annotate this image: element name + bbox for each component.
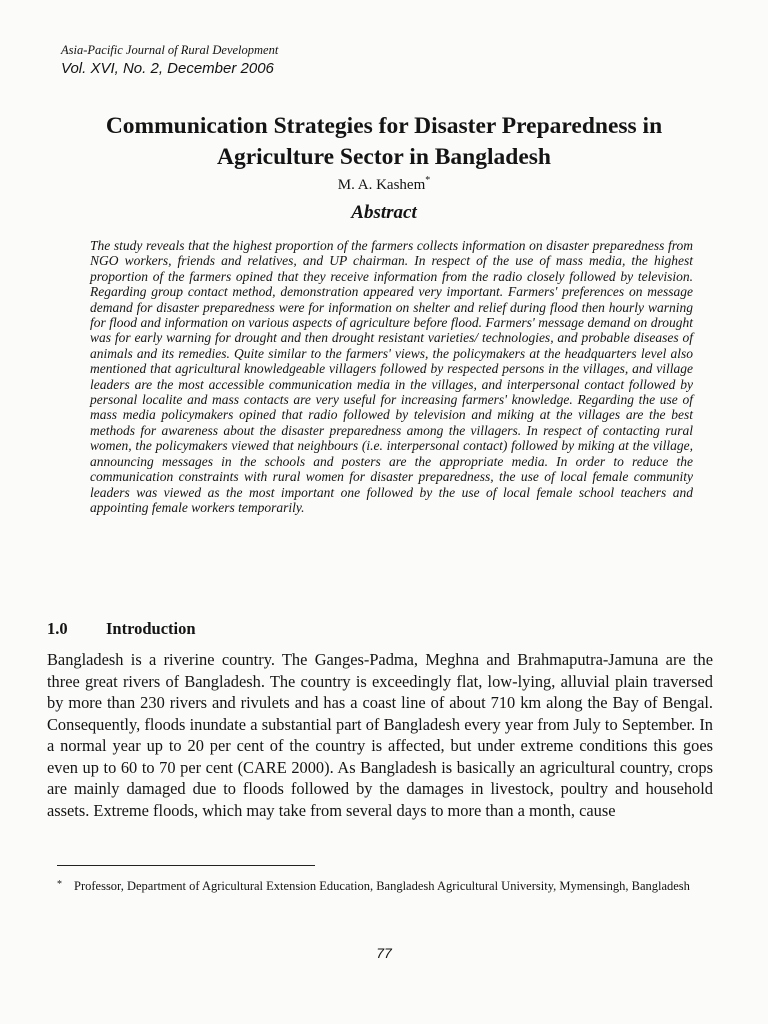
author-name: M. A. Kashem <box>337 177 426 193</box>
footnote-divider <box>57 865 315 866</box>
abstract-heading: Abstract <box>351 202 417 223</box>
author-footnote-marker: * <box>425 175 431 186</box>
section-number: 1.0 <box>47 619 68 638</box>
abstract-text: The study reveals that the highest proportion of the farmers collects information on disaster preparedness from NGO workers, friends and relatives, and UP chairman. In respect of the use of mass media, the highest proportion of the farmers opined that they receive information from the radio closely followed by television. Regarding group contact method, demonstration appeared very important. Farmers' preferences on message demand for disaster preparedness were for information on shelter and relief during flood then hourly warning for flood and information on various aspects of agriculture before flood. Farmers' message demand on drought was for early warning for drought and then drought resistant varieties/ technologies, and probable diseases of animals and its remedies. Quite similar to the farmers' views, the policymakers at the headquarters level also mentioned that agricultural knowledgeable villagers followed by respected persons in the villages, and village leaders are the most accessible communication media in the villages, and interpersonal contact followed by personal localite and mass contacts are very useful for increasing farmers' knowledge. Regarding the use of mass media policymakers opined that radio followed by television and miking at the villages are the best methods for awareness about the disaster preparedness among the villagers. In respect of contacting rural women, the policymakers viewed that neighbours (i.e. interpersonal contact) followed by miking at the village, announcing messages in the schools and posters are the appropriate media. In order to reduce the communication constraints with rural women for disaster preparedness, the use of local female community leaders was viewed as the most important one followed by the use of local female school teachers and appointing female workers temporarily. <box>90 238 693 515</box>
paper-title: Communication Strategies for Disaster Preparedness in Agriculture Sector in Bangladesh <box>105 113 663 170</box>
footnote-text: Professor, Department of Agricultural Extension Education, Bangladesh Agricultural University, Mymensingh, Bangladesh <box>74 879 690 893</box>
journal-name: Asia-Pacific Journal of Rural Development <box>61 43 279 57</box>
journal-issue: Vol. XVI, No. 2, December 2006 <box>61 60 274 77</box>
introduction-heading <box>47 619 196 639</box>
section-title: Introduction <box>106 619 196 638</box>
author-line <box>0 175 768 194</box>
footnote-marker: * <box>57 879 62 890</box>
introduction-text: Bangladesh is a riverine country. The Ganges-Padma, Meghna and Brahmaputra-Jamuna are the three great rivers of Bangladesh. The country is exceedingly flat, low-lying, alluvial plain traversed by more than 230 rivers and rivulets and has a coast line of about 710 km along the Bay of Bengal. Consequently, floods inundate a substantial part of Bangladesh every year from July to September. In a normal year up to 20 per cent of the country is affected, but under extreme conditions this goes even up to 60 to 70 per cent (CARE 2000). As Bangladesh is basically an agricultural country, crops are mainly damaged due to floods followed by the damages in livestock, poultry and household assets. Extreme floods, which may take from several days to more than a month, cause <box>47 650 713 820</box>
page-number: 77 <box>376 945 392 961</box>
footnote <box>57 878 713 894</box>
